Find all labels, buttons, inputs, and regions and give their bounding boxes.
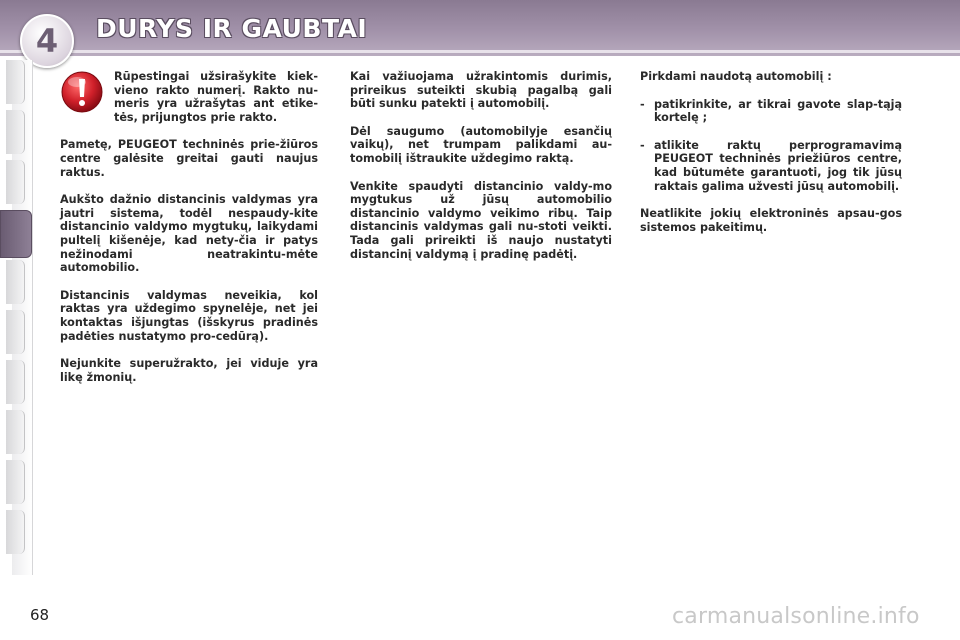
paragraph: Distancinis valdymas neveikia, kol raktas yra uždegimo spynelėje, net jei kontaktas išjungtas (išskyrus pradinės padėties nustatymo pro-cedūrą). [60,288,318,343]
chapter-tab-2[interactable] [6,110,25,154]
list-marker: - [640,138,645,152]
chapter-title: DURYS IR GAUBTAI [96,14,368,43]
chapter-tab-4-active[interactable] [0,210,32,258]
text-column-1 [60,70,318,398]
list-intro: Pirkdami naudotą automobilį : [640,70,832,83]
list-item [640,139,902,193]
paragraph: Neatlikite jokių elektroninės apsau-gos sistemos pakeitimų. [640,207,902,234]
chapter-tab-strip [0,60,28,580]
warning-text: Rūpestingai užsirašykite kiek-vieno rakto numerį. Rakto nu-meris yra užrašytas ant etike-tės, prijungtos prie rakto. [114,70,318,124]
warning-block [60,70,318,124]
text-column-3 [640,70,902,248]
chapter-tab-10[interactable] [6,510,25,554]
paragraph: Dėl saugumo (automobilyje esančių vaikų), net trumpam palikdami au-tomobilį ištraukite uždegimo raktą. [350,124,612,165]
chapter-tab-7[interactable] [6,360,25,404]
paragraph: Nejunkite superužrakto, jei viduje yra likę žmonių. [60,357,318,384]
chapter-tab-1[interactable] [6,60,25,104]
paragraph: Pametę, PEUGEOT techninės prie-žiūros centre galėsite greitai gauti naujus raktus. [60,138,318,179]
chapter-tab-6[interactable] [6,310,25,354]
paragraph: Venkite spaudyti distancinio valdy-mo mygtukus už jūsų automobilio distancinio valdymo veikimo ribų. Taip distancinis valdymas gali nu-stoti veikti. Tada gali prireikti iš naujo nustatyti distancinį valdymą į pradinę padėtį. [350,179,612,261]
chapter-tab-8[interactable] [6,410,25,454]
list-marker: - [640,97,645,111]
exclamation-warning-icon [60,70,104,114]
text-column-2 [350,70,612,275]
list-item-text: patikrinkite, ar tikrai gavote slap-tąją kortelę ; [654,97,902,125]
chapter-number: 4 [35,22,59,60]
watermark: carmanualsonline.info [672,604,920,629]
chapter-tab-5[interactable] [6,260,25,304]
header-divider [0,50,960,53]
chapter-tab-9[interactable] [6,460,25,504]
paragraph: Kai važiuojama užrakintomis durimis, prireikus suteikti skubią pagalbą gali būti sunku patekti į automobilį. [350,70,612,111]
list-item [640,98,902,125]
paragraph: Aukšto dažnio distancinis valdymas yra jautri sistema, todėl nespaudy-kite distancinio valdymo mygtukų, laikydami pultelį kišenėje, kad nety-čia ir patys nežinodami neatrakintu-mėte automobilio. [60,193,318,275]
chapter-tab-3[interactable] [6,160,25,204]
page-number: 68 [30,606,50,624]
list-item-text: atlikite raktų perprogramavimą PEUGEOT techninės priežiūros centre, kad būtumėte garantuoti, jog tik jūsų raktais galima užvesti jūsų automobilį. [654,138,902,193]
